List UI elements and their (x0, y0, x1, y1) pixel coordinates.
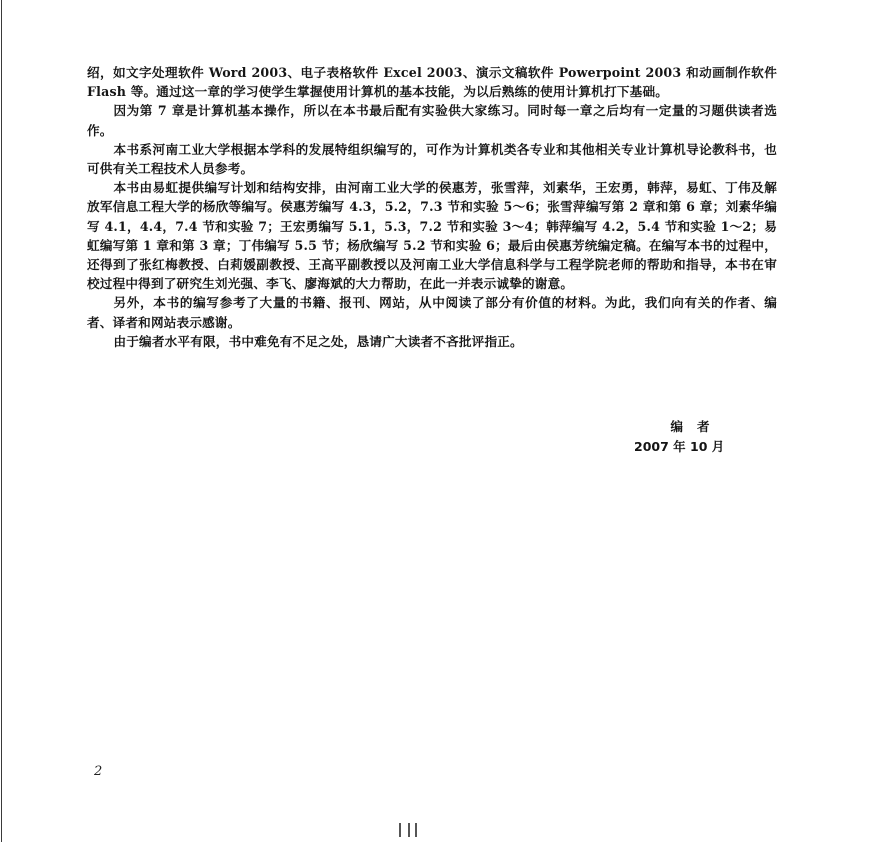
paragraph-authors: 本书由易虹提供编写计划和结构安排，由河南工业大学的侯惠芳，张雪萍，刘素华，王宏勇，韩萍，易虹、丁伟及解放军信息工程大学的杨欣等编写。侯惠芳编写 4.3，5.2，7.3 节和实验 5～6；张雪萍编写第 2 章和第 6 章；刘素华编写 4.1，4.4，7.4 节和实验 7；王宏勇编写 5.1，5.3，7.2 节和实验 3～4；韩萍编写 4.2，5.4 节和实验 1～2；易虹编写第 1 章和第 3 章；丁伟编写 5.5 节；杨欣编写 5.2 节和实验 6；最后由侯惠芳统编定稿。在编写本书的过程中，还得到了张红梅教授、白莉媛副教授、王高平副教授以及河南工业大学信息科学与工程学院老师的帮助和指导，本书在审校过程中得到了研究生刘光强、李飞、廖海斌的大力帮助，在此一并表示诚挚的谢意。 (87, 180, 777, 292)
scan-artifact-marks (395, 819, 435, 839)
paragraph-intro-continued: 绍，如文字处理软件 Word 2003、电子表格软件 Excel 2003、演示文稿软件 Powerpoint 2003 和动画制作软件 Flash 等。通过这一章的学习使学生掌握使用计算机的基本技能，为以后熟练的使用计算机打下基础。 (87, 65, 777, 100)
paragraph-references: 另外，本书的编写参考了大量的书籍、报刊、网站，从中阅读了部分有价值的材料。为此，我们向有关的作者、编者、译者和网站表示感谢。 (87, 295, 777, 330)
signature-block (640, 417, 740, 437)
page-number: 2 (94, 764, 103, 779)
page-left-edge (1, 0, 2, 842)
scan-mark (408, 823, 410, 837)
signature-author: 编者 (670, 419, 724, 434)
scan-mark (399, 823, 401, 837)
signature-date: 2007 年 10 月 (634, 439, 725, 454)
paragraph-closing: 由于编者水平有限，书中难免有不足之处，恳请广大读者不吝批评指正。 (113, 333, 523, 349)
preface-body (87, 63, 777, 351)
scan-mark (415, 823, 417, 837)
paragraph-chapter7-note: 因为第 7 章是计算机基本操作，所以在本书最后配有实验供大家练习。同时每一章之后均有一定量的习题供读者选作。 (87, 103, 777, 138)
paragraph-audience: 本书系河南工业大学根据本学科的发展特组织编写的，可作为计算机类各专业和其他相关专业计算机导论教科书，也可供有关工程技术人员参考。 (87, 141, 777, 177)
